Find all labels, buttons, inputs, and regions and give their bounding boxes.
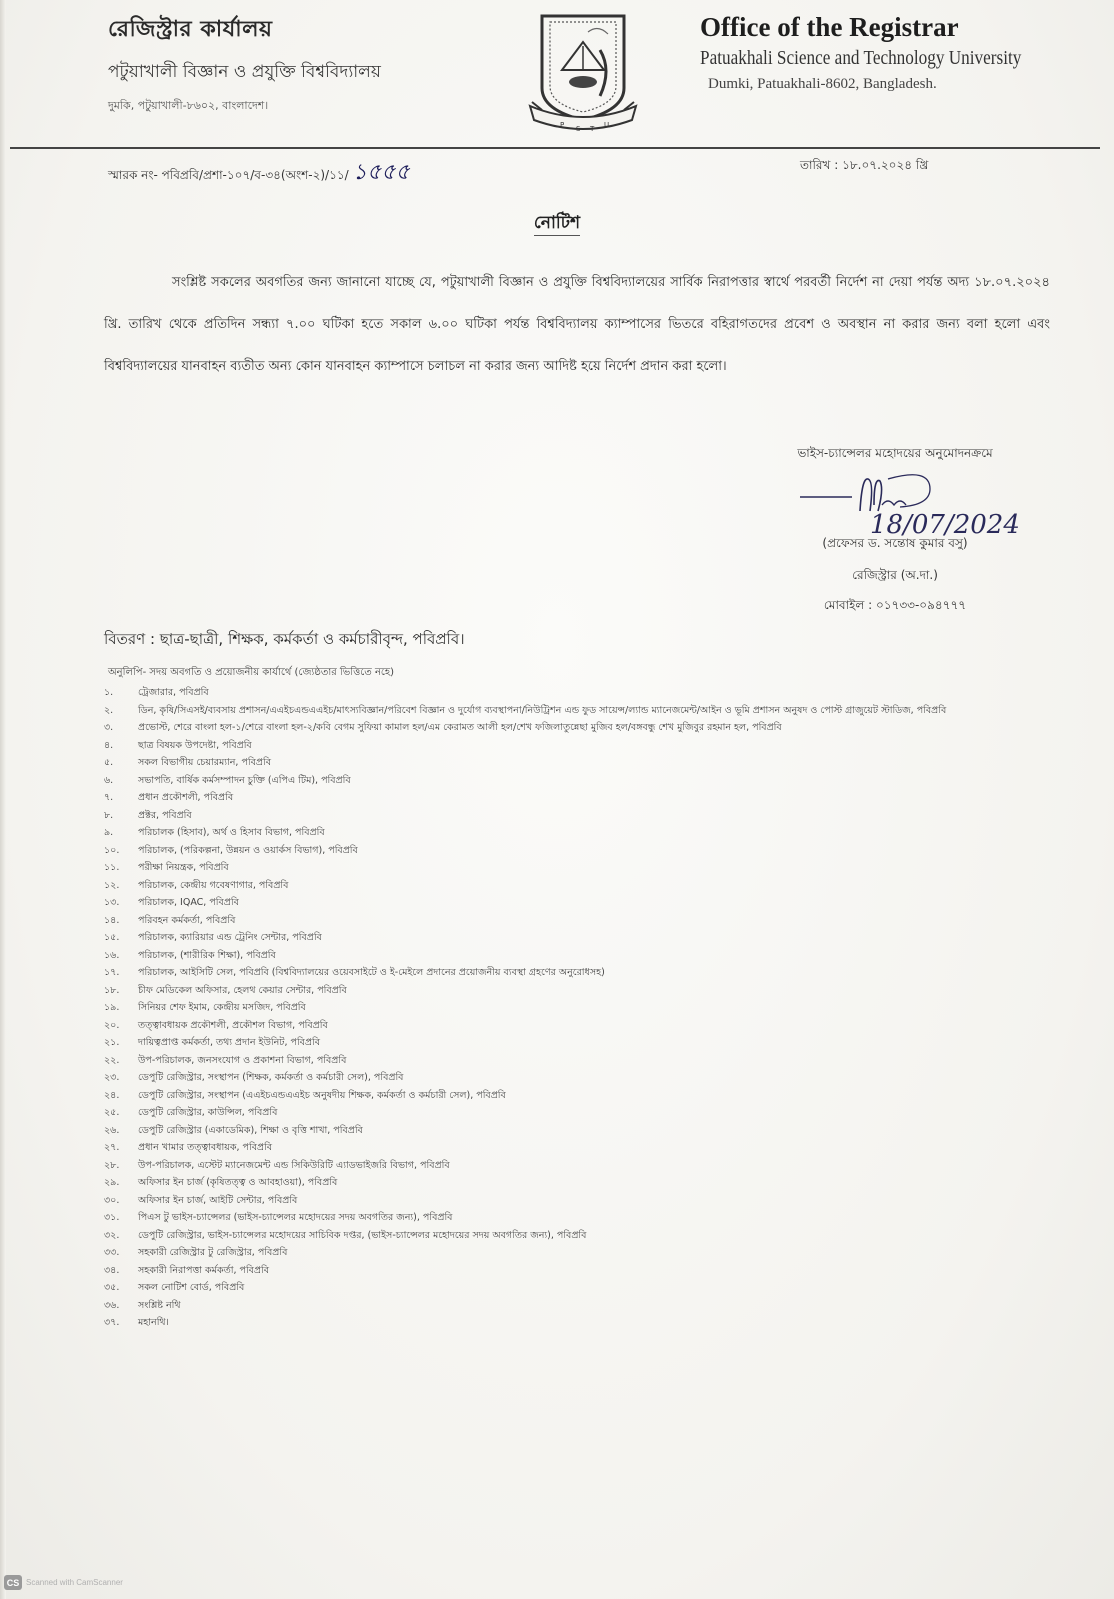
list-item: ২৯. অফিসার ইন চার্জ (কৃষিতত্ত্ব ও আবহাওয়া), পবিপ্রবি: [104, 1177, 338, 1188]
distribution-line: বিতরণ : ছাত্র-ছাত্রী, শিক্ষক, কর্মকর্তা ও কর্মচারীবৃন্দ, পবিপ্রবি।: [104, 630, 465, 648]
list-item: ৯. পরিচালক (হিসাব), অর্থ ও হিসাব বিভাগ, পবিপ্রবি: [104, 827, 325, 838]
scanner-watermark: [4, 1575, 123, 1590]
list-item: ৩৫. সকল নোটিশ বোর্ড, পবিপ্রবি: [104, 1282, 245, 1293]
list-item: ১০. পরিচালক, (পরিকল্পনা, উন্নয়ন ও ওয়ার্কস বিভাগ), পবিপ্রবি: [104, 844, 358, 856]
list-item: ২৩. ডেপুটি রেজিস্ট্রার, সংস্থাপন (শিক্ষক, কর্মকর্তা ও কর্মচারী সেল), পবিপ্রবি: [104, 1072, 404, 1083]
svg-text:S: S: [576, 125, 581, 133]
memo-date: তারিখ : ১৮.০৭.২০২৪ খ্রি: [800, 158, 929, 172]
list-item: ২৪. ডেপুটি রেজিস্ট্রার, সংস্থাপন (এএইচএন্ডএএইচ অনুষদীয় শিক্ষক, কর্মকর্তা ও কর্মচারী সেল), পবিপ্রবি: [104, 1089, 506, 1101]
signature-block: [740, 445, 1050, 617]
list-item: ২০. তত্ত্বাবধায়ক প্রকৌশলী, প্রকৌশল বিভাগ, পবিপ্রবি: [104, 1019, 328, 1031]
notice-title-wrap: [0, 210, 1114, 238]
list-item: ৮. প্রক্টর, পবিপ্রবি: [104, 809, 192, 821]
list-item: ৩. প্রভোস্ট, শেরে বাংলা হল-১/শেরে বাংলা হল-২/কবি বেগম সুফিয়া কামাল হল/এম কেরামত আলী হল/শেখ ফজিলাতুন্নেছা মুজিব হল/বঙ্গবন্ধু শেখ মুজিবুর রহমান হল, পবিপ্রবি: [104, 722, 782, 733]
list-item: ২৬. ডেপুটি রেজিস্ট্রার (একাডেমিক), শিক্ষা ও বৃত্তি শাখা, পবিপ্রবি: [104, 1124, 363, 1136]
signatory-name: (প্রফেসর ড. সন্তোষ কুমার বসু): [822, 536, 968, 550]
address-bangla: দুমকি, পটুয়াখালী-৮৬০২, বাংলাদেশ।: [108, 99, 269, 112]
list-item: ১৪. পরিবহন কর্মকর্তা, পবিপ্রবি: [104, 914, 236, 926]
list-item: ৬. সভাপতি, বার্ষিক কর্মসম্পাদন চুক্তি (এপিএ টিম), পবিপ্রবি: [104, 774, 351, 786]
notice-body-text: সংশ্লিষ্ট সকলের অবগতির জন্য জানানো যাচ্ছে যে, পটুয়াখালী বিজ্ঞান ও প্রযুক্তি বিশ্ববিদ্যালয়ের সার্বিক নিরাপত্তার স্বার্থে পরবর্তী নির্দেশ না দেয়া পর্যন্ত অদ্য ১৮.০৭.২০২৪ খ্রি. তারিখ থেকে প্রতিদিন সন্ধ্যা ৭.০০ ঘটিকা হতে সকাল ৬.০০ ঘটিকা পর্যন্ত বিশ্ববিদ্যালয় ক্যাম্পাসের ভিতরে বহিরাগতদের প্রবেশ ও অবস্থান না করার জন্য বলা হলো এবং বিশ্ববিদ্যালয়ের যানবাহন ব্যতীত অন্য কোন যানবাহন ক্যাম্পাসে চলাচল না করার জন্য আদিষ্ট হয়ে নির্দেশ প্রদান করা হলো।: [104, 275, 1050, 374]
camscanner-icon: CS: [4, 1575, 22, 1590]
list-item: ৩১. পিএস টু ভাইস-চ্যান্সেলর (ভাইস-চ্যান্সেলর মহোদয়ের সদয় অবগতির জন্য), পবিপ্রবি: [104, 1212, 453, 1223]
list-item: ৭. প্রধান প্রকৌশলী, পবিপ্রবি: [104, 792, 234, 803]
list-item: ১৮. চীফ মেডিকেল অফিসার, হেলথ কেয়ার সেন্টার, পবিপ্রবি: [104, 984, 347, 996]
memo-reference-handwritten: ১৫৫৫: [352, 160, 410, 185]
list-item: ৩২. ডেপুটি রেজিস্ট্রার, ভাইস-চ্যান্সেলর মহোদয়ের সাচিবিক দপ্তর, (ভাইস-চ্যান্সেলর মহোদয়ের সদয় অবগতির জন্য), পবিপ্রবি: [104, 1229, 587, 1241]
svg-text:T: T: [590, 125, 595, 133]
list-item: ২২. উপ-পরিচালক, জনসংযোগ ও প্রকাশনা বিভাগ, পবিপ্রবি: [104, 1054, 347, 1066]
list-item: ২৫. ডেপুটি রেজিস্ট্রার, কাউন্সিল, পবিপ্রবি: [104, 1107, 278, 1118]
list-item: ১. ট্রেজারার, পবিপ্রবি: [104, 687, 209, 698]
list-item: ৩৬. সংশ্লিষ্ট নথি: [104, 1299, 181, 1311]
list-item: ৩৪. সহকারী নিরাপত্তা কর্মকর্তা, পবিপ্রবি: [104, 1264, 270, 1276]
office-name-bangla: রেজিস্ট্রার কার্যালয়: [108, 17, 273, 42]
university-name-english: Patuakhali Science and Technology University: [700, 47, 1022, 69]
signatory-role: রেজিস্ট্রার (অ.দা.): [852, 568, 938, 582]
list-item: ৩০. অফিসার ইন চার্জ, আইটি সেন্টার, পবিপ্রবি: [104, 1194, 298, 1206]
memo-reference: [108, 155, 410, 192]
list-item: ২. ডিন, কৃষি/সিএসই/ব্যবসায় প্রশাসন/এএইচএন্ডএএইচ/মাৎস্যবিজ্ঞান/পরিবেশ বিজ্ঞান ও দুর্যোগ ব্যবস্থাপনা/নিউট্রিশন এন্ড ফুড সায়েন্স/ল্যান্ড ম্যানেজমেন্ট/আইন ও ভূমি প্রশাসন অনুষদ ও পোস্ট গ্রাজুয়েট স্টাডিজ, পবিপ্রবি: [104, 704, 947, 716]
university-name-bangla: পটুয়াখালী বিজ্ঞান ও প্রযুক্তি বিশ্ববিদ্যালয়: [108, 62, 381, 82]
list-item: ১৭. পরিচালক, আইসিটি সেল, পবিপ্রবি (বিশ্ববিদ্যালয়ের ওয়েবসাইটে ও ই-মেইলে প্রদানের প্রয়োজনীয় ব্যবস্থা গ্রহণের অনুরোধসহ): [104, 967, 605, 978]
address-english: Dumki, Patuakhali-8602, Bangladesh.: [708, 76, 937, 92]
list-item: ২৭. প্রধান খামার তত্ত্বাবধায়ক, পবিপ্রবি: [104, 1142, 273, 1153]
scanner-watermark-text: Scanned with CamScanner: [26, 1578, 123, 1587]
list-item: ১২. পরিচালক, কেন্দ্রীয় গবেষণাগার, পবিপ্রবি: [104, 879, 289, 891]
scan-edge: [0, 0, 6, 1599]
copy-heading: অনুলিপি- সদয় অবগতি ও প্রয়োজনীয় কার্যার্থে (জ্যেষ্ঠতার ভিত্তিতে নহে): [108, 667, 395, 678]
header-divider: [10, 147, 1100, 149]
list-item: ১৩. পরিচালক, IQAC, পবিপ্রবি: [104, 897, 239, 908]
list-item: ৩৩. সহকারী রেজিস্ট্রার টু রেজিস্ট্রার, পবিপ্রবি: [104, 1247, 288, 1258]
list-item: ২১. দায়িত্বপ্রাপ্ত কর্মকর্তা, তথ্য প্রদান ইউনিট, পবিপ্রবি: [104, 1037, 321, 1048]
list-item: ১৬. পরিচালক, (শারীরিক শিক্ষা), পবিপ্রবি: [104, 949, 276, 961]
copy-list: [104, 684, 1054, 1332]
svg-text:U: U: [604, 121, 610, 129]
list-item: ৪. ছাত্র বিষয়ক উপদেষ্টা, পবিপ্রবি: [104, 739, 252, 751]
notice-body: [104, 262, 1050, 388]
list-item: ২৮. উপ-পরিচালক, এস্টেট ম্যানেজমেন্ট এন্ড সিকিউরিটি এ্যাডভাইজরি বিভাগ, পবিপ্রবি: [104, 1159, 450, 1171]
svg-text:P: P: [560, 121, 565, 129]
list-item: ১৯. সিনিয়র শেফ ইমাম, কেন্দ্রীয় মসজিদ, পবিপ্রবি: [104, 1002, 306, 1013]
svg-text:18/07/2024: 18/07/2024: [870, 510, 1020, 540]
list-item: ১৫. পরিচালক, ক্যারিয়ার এন্ড ট্রেনিং সেন্টার, পবিপ্রবি: [104, 932, 322, 943]
university-crest-icon: [528, 10, 638, 138]
list-item: ৫. সকল বিভাগীয় চেয়ারম্যান, পবিপ্রবি: [104, 757, 272, 768]
approval-line: ভাইস-চ্যান্সেলর মহোদয়ের অনুমোদনক্রমে: [797, 446, 993, 460]
list-item: ১১. পরীক্ষা নিয়ন্ত্রক, পবিপ্রবি: [104, 862, 229, 873]
header-english: [700, 12, 1060, 93]
list-item: ৩৭. মহানথি।: [104, 1317, 169, 1328]
header-bangla: [108, 12, 508, 116]
handwritten-signature: [740, 471, 1050, 543]
signatory-mobile: মোবাইল : ০১৭৩৩-০৯৪৭৭৭: [823, 598, 967, 612]
memo-reference-number: স্মারক নং- পবিপ্রবি/প্রশা-১০৭/ব-৩৪(অংশ-২)/১১/: [108, 168, 349, 182]
notice-title: নোটিশ: [534, 213, 580, 236]
office-name-english: Office of the Registrar: [700, 12, 959, 42]
